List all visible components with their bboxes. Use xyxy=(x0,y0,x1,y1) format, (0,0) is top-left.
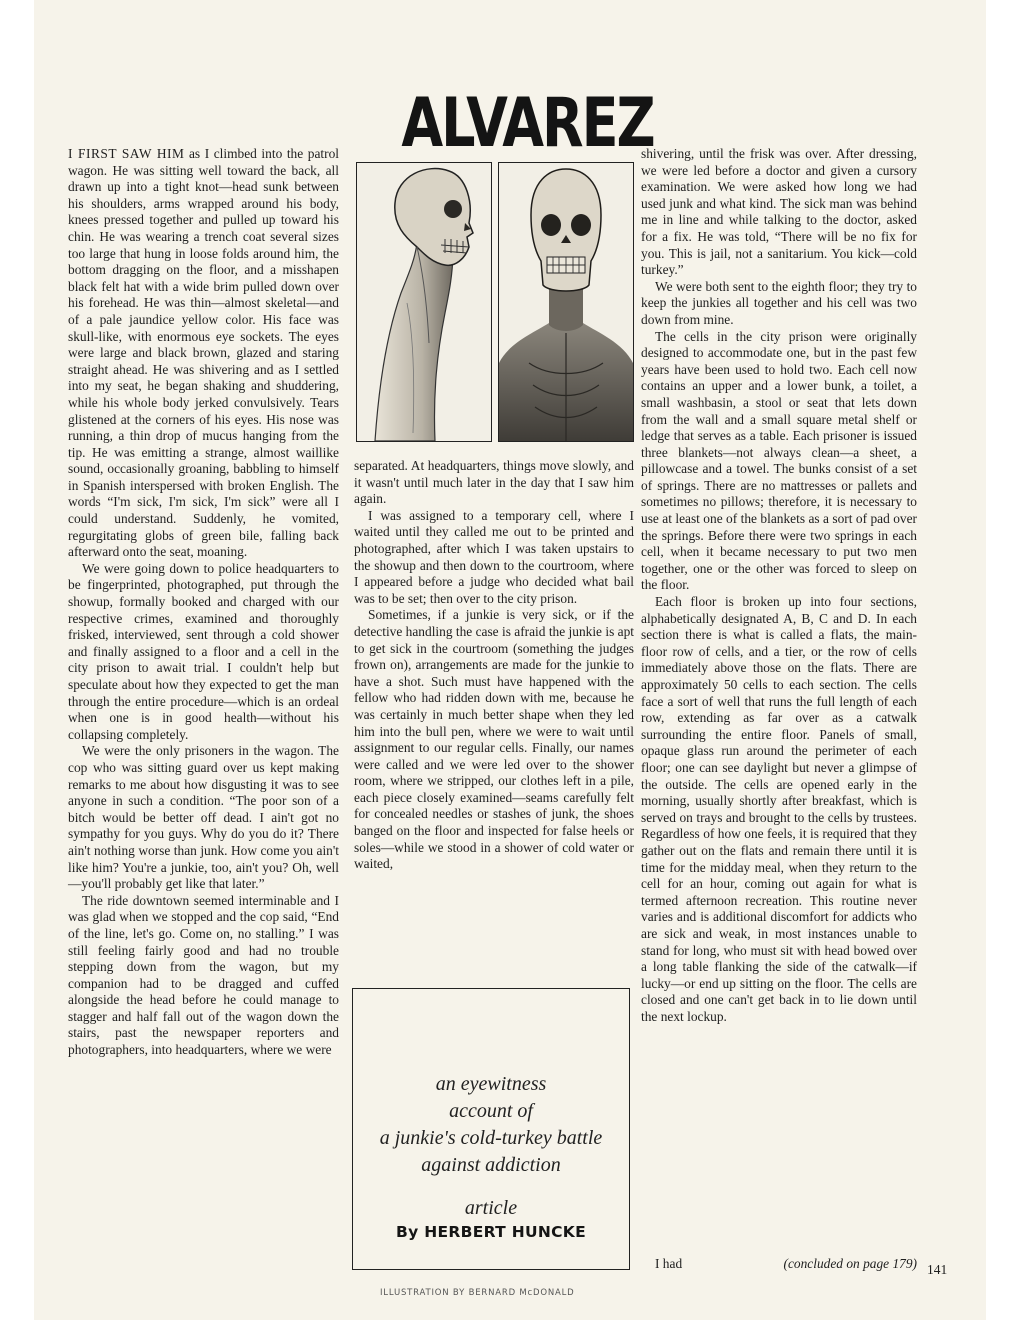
paragraph: shivering, until the frisk was over. After dressing, we were led before a doctor and given a cursory examination. We were asked how long we had used junk and what kind. The sick man was behind me in line and while talking to the doctor, asked for a fix. He was told, “There will be no fix for you. This is jail, not a sanitarium. You kick—cold turkey.” xyxy=(641,146,917,278)
illustration-credit: ILLUSTRATION BY BERNARD McDONALD xyxy=(380,1288,575,1298)
article-title: ALVAREZ xyxy=(401,83,654,162)
teaser-text xyxy=(353,1071,629,1179)
last-line-start: I had xyxy=(655,1256,683,1271)
text-column-3 xyxy=(641,146,917,1025)
paragraph: separated. At headquarters, things move slowly, and it wasn't until much later in the day that I saw him again. xyxy=(354,458,634,507)
text-column-1 xyxy=(68,146,339,1059)
continuation-line xyxy=(641,1256,917,1273)
paragraph: I was assigned to a temporary cell, where I waited until they called me out to be printed and photographed, after which I was taken upstairs to the showup and then down to the courtroom, where I appeared before a judge who decided what bail was to be set; then over to the city prison. xyxy=(354,507,634,606)
illustration-right-panel xyxy=(498,162,634,442)
paragraph: We were the only prisoners in the wagon. The cop who was sitting guard over us kept making remarks to me about how disgusting it was to see anyone in such a condition. “The poor son of a bitch would be better off dead. I ain't got no sympathy for you guys. Why do you do it? There ain't nothing worse than junk. How come you ain't like him? You're a junkie, too, ain't you? Oh, well—you'll probably get like that later.” xyxy=(68,743,339,892)
skull-profile-illustration xyxy=(357,163,491,441)
paragraph: We were going down to police headquarters to be fingerprinted, photographed, put through the showup, formally booked and charged with our respective crimes, examined and thoroughly frisked, interviewed, sent through a cold shower and finally assigned to a floor and a cell in the city prison to await trial. I couldn't help but speculate about how they expected to get the man through the entire procedure—which is an ordeal when one is in good health—without his collapsing completely. xyxy=(68,560,339,742)
lead-paragraph xyxy=(68,146,339,561)
paragraph-text: as I climbed into the patrol wagon. He was sitting well toward the back, all drawn up into a tight knot—head sunk between his shoulders, arms wrapped around his body, knees pressed together and pulled up toward his chin. He was wearing a trench coat several sizes too large that hung in loose folds around him, the bottom dragging on the floor, and a misshapen black felt hat with a wide brim pulled down over his forehead. He was thin—almost skeletal—and of a pale jaundice yellow color. His face was skull-like, with enormous eye sockets. The eyes were large and black brown, glazed and staring straight ahead. He was shivering and as I settled into my seat, he began shaking and shuddering, while his whole body jerked convulsively. Tears glistened at the corners of his eyes. His nose was running, a thin drop of mucus hanging from the tip. He was emitting a strange, almost waillike sound, occasionally groaning, babbling to himself in Spanish interspersed with broken English. The words “I'm sick, I'm sick, I'm sick” were all I could understand. Suddenly, he vomited, regurgitating globs of green bile, falling back afterward onto the seat, moaning. xyxy=(68,146,340,560)
paragraph: Sometimes, if a junkie is very sick, or if the detective handling the case is afraid the junkie is apt to get sick in the courtroom (something the judges frown on), arrangements are made for the junkie to have a shot. Such must have happened with the fellow who had ridden down with me, because he was certainly in much better shape when they led him into the bull pen, where we were to wait until assignment to our regular cells. Finally, our names were called and we were led over to the shower room, where we stripped, our clothes left in a pile, each piece closely examined—seams carefully felt for concealed needles or stashes of junk, the shoes banged on the floor and inspected for false heels or soles—while we stood in a shower of cold water or waited, xyxy=(354,607,634,872)
page-number: 141 xyxy=(927,1262,948,1277)
eye-socket xyxy=(541,214,561,236)
eye-socket xyxy=(444,200,462,218)
paragraph: The ride downtown seemed interminable and I was glad when we stopped and the cop said, “End of the line, let's go. Come on, no stalling.” I was still feeling fairly good and had no trouble stepping down from the wagon, but my companion had to be dragged and cuffed alongside the head before he could manage to stagger and half fall out of the wagon down the stairs, past the newspaper reporters and photographers, into headquarters, where we were xyxy=(68,892,339,1058)
paragraph: We were both sent to the eighth floor; they try to keep the junkies all together and his cell was two down from mine. xyxy=(641,278,917,327)
teaser-line: against addiction xyxy=(421,1154,561,1176)
eye-socket xyxy=(571,214,591,236)
lead-in: I FIRST SAW HIM xyxy=(68,146,185,161)
skull-front-illustration xyxy=(499,163,633,441)
illustration-left-panel xyxy=(356,162,492,442)
paragraph: Each floor is broken up into four sections, alphabetically designated A, B, C and D. In each section there is what is called a flats, the main-floor row of cells, and a tier, or the row of cells immediately above those on the flats. There are approximately 50 cells to each section. The cells face a sort of well that runs the full length of each row, extending as far over as a catwalk surrounding the entire floor. Panels of small, opaque glass run around the perimeter of each floor; one can see daylight but never a glimpse of the outside. The cells are opened early in the morning, usually shortly after breakfast, which is served on trays and brought to the cells by trustees. Regardless of how one feels, it is required that they gather out on the flats and remain there until it is time for the midday meal, when they return to the cell for an hour, coming out again for what is termed afternoon recreation. This routine never varies and is additional discomfort for addicts who are sick and weak, in most instances unable to stand for long, who must sit with head bowed over a long table flanking the side of the catwalk—if lucky—or end up sitting on the floor. The cells are closed and one can't get back in to lie down until the next lockup. xyxy=(641,594,917,1024)
teaser-box xyxy=(352,988,630,1270)
teaser-line: an eyewitness xyxy=(435,1073,547,1095)
article-kicker: article xyxy=(464,1197,518,1219)
teaser-line: account of xyxy=(449,1100,533,1122)
text-column-2 xyxy=(354,458,634,873)
continued-on-link[interactable]: (concluded on page 179) xyxy=(783,1256,917,1271)
magazine-page xyxy=(34,0,986,1320)
byline: By HERBERT HUNCKE xyxy=(395,1223,587,1241)
teaser-line: a junkie's cold-turkey battle xyxy=(379,1127,603,1149)
paragraph: The cells in the city prison were originally designed to accommodate one, but in the past few years have been used to hold two. Each cell now contains an upper and a lower bunk, a toilet, a small washbasin, a stool or seat that lets down from the wall and a small square metal shelf or ledge that serves as a table. Each prisoner is issued three blankets—not always clean—a sheet, a pillowcase and a towel. The bunks consist of a set of springs. There are no mattresses or pallets and sometimes no pillows; therefore, it is necessary to use at least one of the blankets as a sort of pad over the springs. Before there were two springs in each cell, when it became necessary to put two men together, one or the other was forced to sleep on the floor. xyxy=(641,328,917,593)
